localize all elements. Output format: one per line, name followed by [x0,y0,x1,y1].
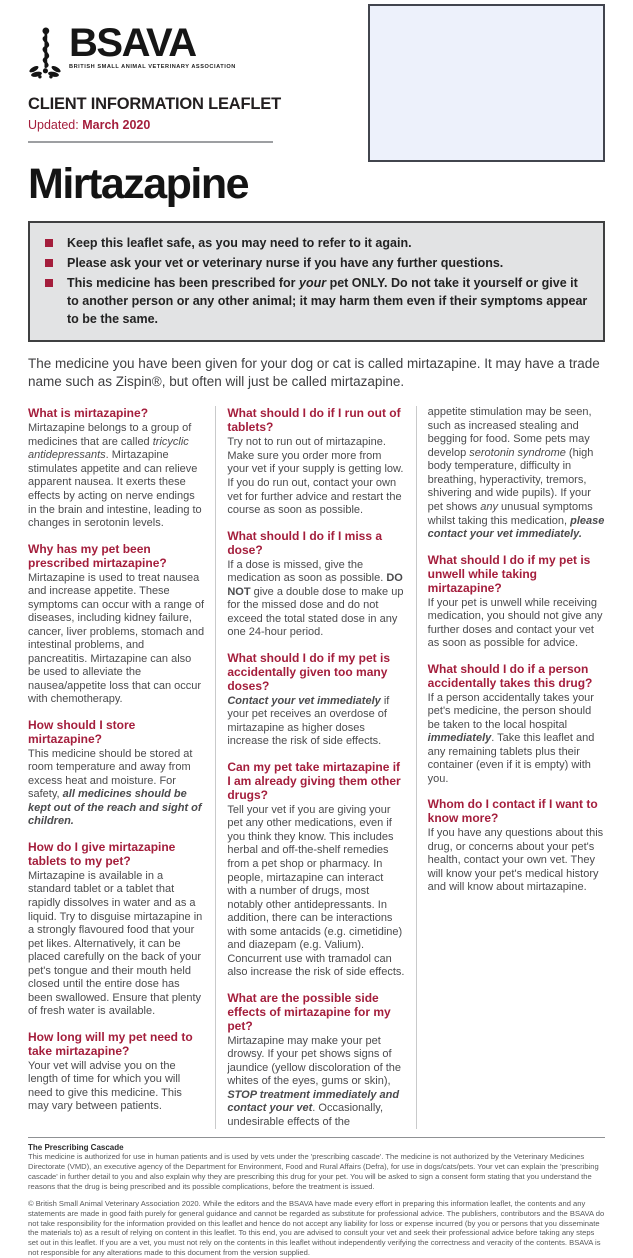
section-body: Tell your vet if you are giving your pet any other medications, even if you think they know. This includes herbal and off-the-shelf remedies from a pet shop or pharmacy. In people, mirtazapine can interact with a number of drugs, most notably other antidepressants. In addition, there can be interactions with some antacids (e.g. cimetidine) and diazepam (e.g. Valium). Concurrent use with tramadol can also increase the risk of side effects. [227,803,405,979]
notice-box [28,221,605,342]
section-heading: What should I do if my pet is unwell while taking mirtazapine? [427,552,591,595]
notice-text: Please ask your vet or veterinary nurse if you have any further questions. [67,255,504,270]
copyright-text: © British Small Animal Veterinary Association 2020. While the editors and the BSAVA have made every effort in preparing this information leaflet, the contents and any statements are made in good faith purely for general guidance and cannot be regarded as substitute for professional advice. The publishers, contributors and the BSAVA do not take responsibility for the information provided on this leaflet and hence do not accept any liability for loss or expense incurred (by you or persons that you disseminate the materials to) as a result of relying on content in this leaflet. To this end, you are advised to consult your vet and seek their professional advice before taking any steps set out in this leaflet. If you are a vet, you must not rely on the contents in this leaflet without independently verifying the correctness and veracity of the contents. BSAVA is not responsible for any alterations made to this document from the version supplied. [28,1198,605,1258]
section-body: Contact your vet immediately if your pet receives an overdose of mirtazapine as higher doses increase the risk of side effects. [227,694,390,748]
leaflet-footer [28,1137,605,1258]
section-body: Mirtazapine may make your pet drowsy. If your pet shows signs of jaundice (yellow discoloration of the whites of the eyes, gums or skin), STOP treatment immediately and contact your vet. Occasionally, undesirable effects of the [227,1034,401,1128]
section-body-continuation: appetite stimulation may be seen, such as increased stealing and begging for food. Some pets may develop serotonin syndrome (high body temperature, difficulty in breathing, hyperactivity, tremors, shivering and wide pupils). If your pet shows any unusual symptoms whilst taking this medication, please contact your vet immediately. [427,406,605,541]
column-1 [28,406,215,1129]
intro-paragraph: The medicine you have been given for your dog or cat is called mirtazapine. It may have a trade name such as Zispin®, but often will just be called mirtazapine. [28,355,600,389]
column-2 [215,406,415,1129]
leaflet-header [28,0,605,206]
section-body: Mirtazapine is used to treat nausea and increase appetite. These symptoms can occur with a range of diseases, including kidney failure, cancer, liver problems, stomach and intestinal problems, and pancreatitis. Mirtazapine can also be used to alleviate the nausea/appetite loss that can occur with chemotherapy. [28,571,205,706]
section-body: If your pet is unwell while receiving medication, you should not give any further doses and contact your vet as soon as possible for advice. [427,596,603,650]
prescribing-cascade-text: This medicine is authorized for use in human patients and is used by vets under the 'prescribing cascade'. The medicine is not authorized by the Veterinary Medicines Directorate (VMD), an executive agency of the Department for Environment, Food and Rural Affairs (Defra), for use in dogs/cats/pets. Your vet can explain the 'prescribing cascade' in further detail to you and also explain why they are prescribing this drug for your pet. You will be asked to sign a consent form stating that you understand the reasons that the drug is being prescribed and its possible complications, before the treatment is issued. [28,1152,599,1191]
section-heading: What should I do if I miss a dose? [227,528,383,557]
notice-text: Keep this leaflet safe, as you may need to refer to it again. [67,235,412,250]
section-heading: How should I store mirtazapine? [28,717,136,746]
section-body: If you have any questions about this drug, or concerns about your pet's health, contact your own vet. They will know your pet's medical history and will know about mirtazapine. [427,827,604,894]
section-heading: Whom do I contact if I want to know more? [427,797,598,826]
faq-columns [28,406,605,1129]
section-heading: How long will my pet need to take mirtazapine? [28,1029,193,1058]
section-body: If a person accidentally takes your pet's medicine, the person should be taken to the local hospital immediately. Take this leaflet and any remaining tablets plus their container (even if it is empty) with you. [427,691,595,785]
section-heading: What is mirtazapine? [28,406,149,421]
asclepius-staff-icon [28,26,62,80]
logo-wordmark: BSAVA [69,21,196,65]
logo-tagline: BRITISH SMALL ANIMAL VETERINARY ASSOCIATION [69,64,236,70]
column-3 [416,406,605,1129]
section-body: Mirtazapine belongs to a group of medicines that are called tricyclic antidepressants. Mirtazapine stimulates appetite and can relieve apparent nausea. It exerts these effects by acting on nerve endings in the brain and intestine, leading to changes in serotonin levels. [28,422,202,530]
header-divider [28,141,273,143]
notice-text: This medicine has been prescribed for your pet ONLY. Do not take it yourself or give it to another person or any other animal; it may harm them even if their symptoms appear to be the same. [67,276,588,326]
square-bullet-icon [45,239,53,247]
square-bullet-icon [45,259,53,267]
section-body: If a dose is missed, give the medication as soon as possible. DO NOT give a double dose to make up for the missed dose and do not exceed the total stated dose in any one 24-hour period. [227,558,404,639]
prescribing-cascade-heading: The Prescribing Cascade [28,1143,124,1153]
page-title: Mirtazapine [28,160,249,208]
section-heading: What should I do if my pet is accidentally given too many doses? [227,650,390,693]
updated-label: Updated: [28,118,79,132]
section-body: This medicine should be stored at room temperature and away from excess heat and moisture. For safety, all medicines should be kept out of the reach and sight of children. [28,747,202,828]
section-body: Try not to run out of mirtazapine. Make sure you order more from your vet if your supply is getting low. If you do run out, contact your own vet for further advice and restart the course as soon as possible. [227,436,404,517]
leaflet-type-heading: CLIENT INFORMATION LEAFLET [28,95,281,113]
bsava-logo-text [69,21,236,70]
notice-item [38,255,589,273]
blank-practice-stamp-box [368,4,605,162]
section-heading: Why has my pet been prescribed mirtazapine? [28,541,167,570]
section-heading: What are the possible side effects of mirtazapine for my pet? [227,990,391,1033]
section-heading: What should I do if a person accidentally takes this drug? [427,661,593,690]
notice-item [38,275,589,328]
section-body: Your vet will advise you on the length of time for which you will need to give this medicine. This may vary between patients. [28,1059,182,1113]
section-body: Mirtazapine is available in a standard tablet or a tablet that rapidly dissolves in water and as a liquid. Try to disguise mirtazapine in a strongly flavoured food that your pet likes. Alternatively, it can be placed carefully on the back of your pet's tongue and their mouth held closed until the entire dose has been swallowed. Ensure that plenty of fresh water is available. [28,869,203,1018]
section-heading: What should I do if I run out of tablets? [227,406,401,435]
square-bullet-icon [45,279,53,287]
section-heading: How do I give mirtazapine tablets to my pet? [28,839,176,868]
updated-date: March 2020 [82,118,151,132]
notice-item [38,235,589,253]
section-heading: Can my pet take mirtazapine if I am already giving them other drugs? [227,759,401,802]
